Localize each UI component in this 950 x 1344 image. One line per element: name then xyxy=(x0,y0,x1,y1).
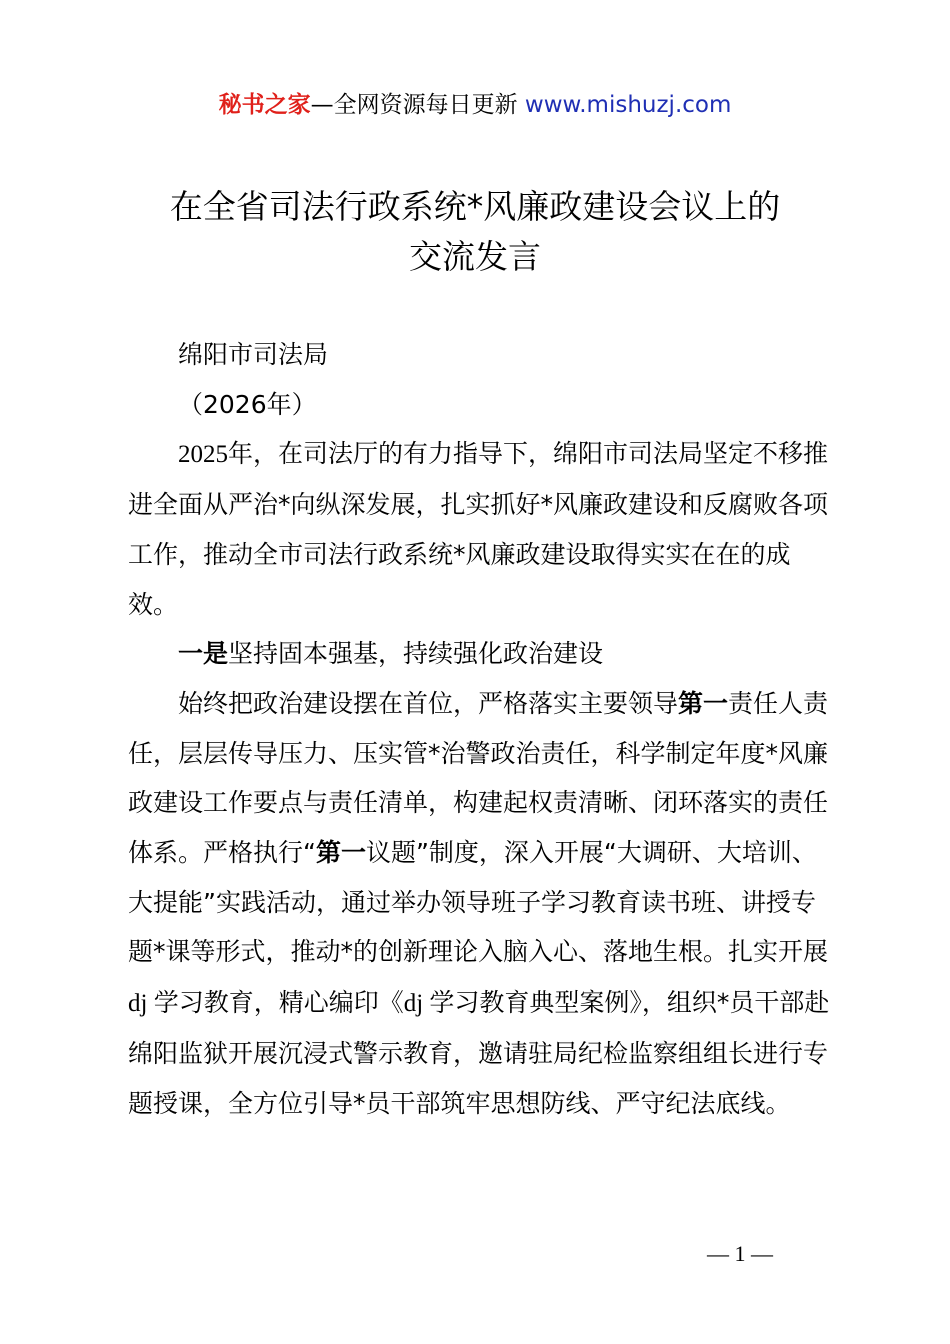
section-1-part-3: 议题”制度，深入开展“大调研、大培训、大提能”实践活动，通过举办领导班子学习教育读书班、讲授专题*课等形式，推动*的创新理论入脑入心、落地生根。扎实开展 xyxy=(128,838,829,967)
site-header xyxy=(0,88,950,122)
section-1-body xyxy=(128,679,840,1128)
section-1-heading xyxy=(128,629,840,679)
section-1-dj-1: dj xyxy=(128,990,154,1018)
site-url[interactable]: www.mishuzj.com xyxy=(524,92,732,118)
document-body xyxy=(128,330,840,1128)
title-line-1: 在全省司法行政系统*风廉政建设会议上的 xyxy=(169,187,781,226)
section-1-bold-1: 第一 xyxy=(678,688,729,718)
section-1-dj-2: dj xyxy=(403,990,430,1018)
section-1-part-1: 始终把政治建设摆在首位，严格落实主要领导 xyxy=(178,688,679,718)
year-line: （2026年） xyxy=(178,389,317,419)
intro-text: 年，在司法厅的有力指导下，绵阳市司法局坚定不移推进全面从严治*向纵深发展，扎实抓好*风廉政建设和反腐败各项工作，推动全市司法行政系统*风廉政建设取得实实在在的成效。 xyxy=(128,439,829,619)
intro-year: 2025 xyxy=(178,441,228,469)
site-brand: 秘书之家 xyxy=(218,92,311,118)
section-1-bold-2: 第一 xyxy=(315,838,366,868)
intro-paragraph xyxy=(128,429,840,629)
document-title xyxy=(60,182,890,282)
section-1-part-4: 学习教育，精心编印《 xyxy=(153,988,404,1018)
author-line: 绵阳市司法局 xyxy=(178,340,329,369)
section-1-part-5: 学习教育典型案例》，组织*员干部赴绵阳监狱开展沉浸式警示教育，邀请驻局纪检监察组组长进行专题授课，全方位引导*员干部筑牢思想防线、严守纪法底线。 xyxy=(128,988,830,1118)
section-1-part-2: 责任人责任，层层传导压力、压实管*治警政治责任，科学制定年度*风廉政建设工作要点与责任清单，构建起权责清晰、闭环落实的责任体系。严格执行“ xyxy=(128,688,829,868)
title-line-2: 交流发言 xyxy=(409,237,541,276)
site-slogan: —全网资源每日更新 xyxy=(310,92,525,118)
page-number: — 1 — xyxy=(707,1241,773,1266)
section-1-marker: 一是 xyxy=(178,639,229,669)
section-1-heading-text: 坚持固本强基，持续强化政治建设 xyxy=(228,639,604,669)
